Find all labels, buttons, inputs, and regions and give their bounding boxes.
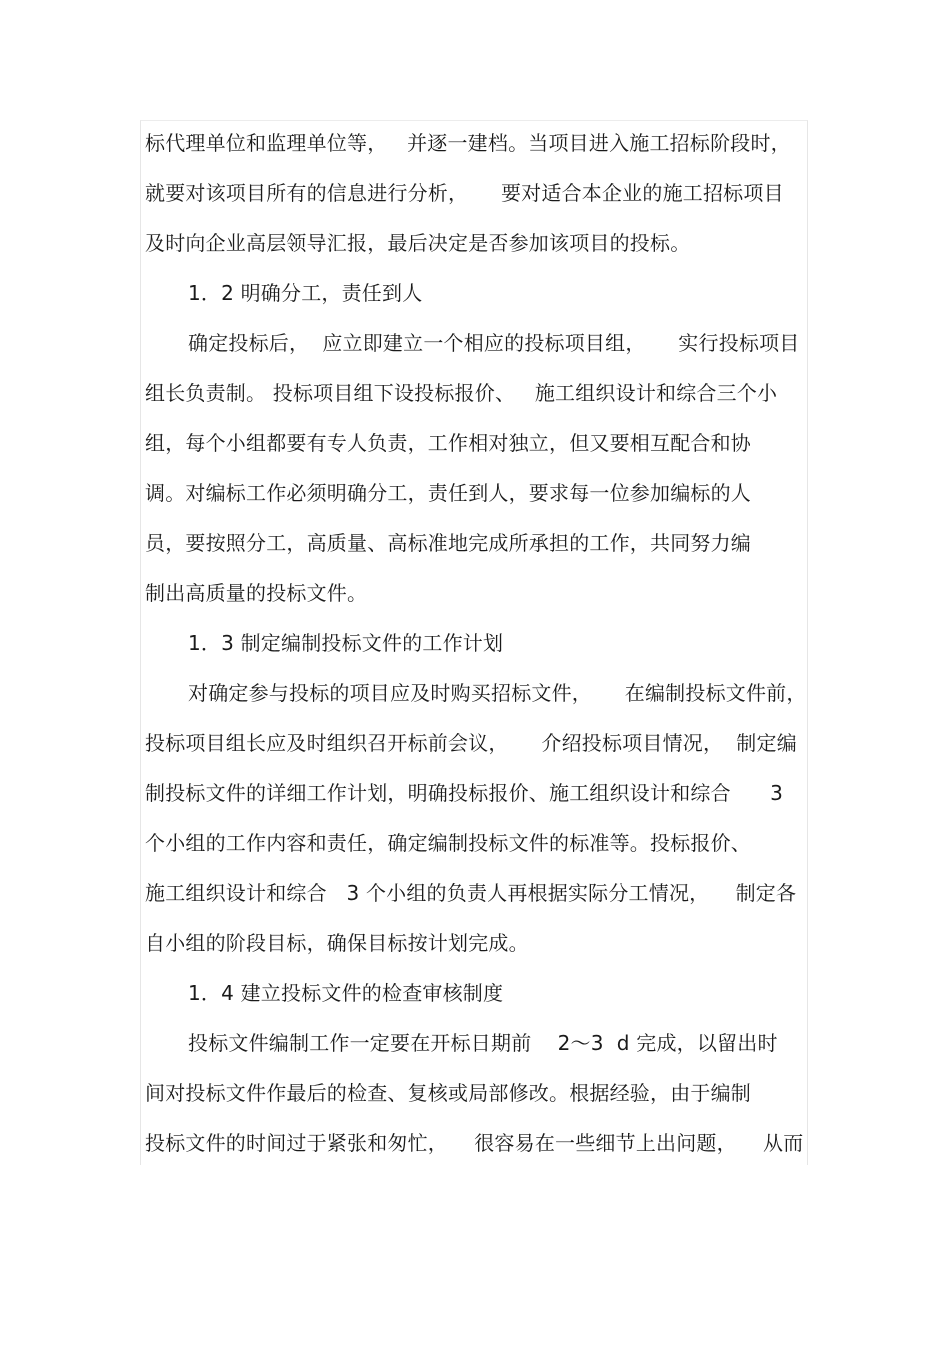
text-line: 标代理单位和监理单位等， 并逐一建档。当项目进入施工招标阶段时，: [145, 131, 791, 155]
section-heading: 1．2 明确分工，责任到人: [188, 281, 423, 305]
text-line: 投标项目组长应及时组织召开标前会议， 介绍投标项目情况， 制定编: [145, 731, 797, 755]
text-line: 投标文件编制工作一定要在开标日期前 2～3 d 完成，以留出时: [188, 1031, 778, 1055]
text-line: 对确定参与投标的项目应及时购买招标文件， 在编制投标文件前，: [188, 681, 807, 705]
text-line: 间对投标文件作最后的检查、复核或局部修改。根据经验，由于编制: [145, 1081, 751, 1105]
text-line: 及时向企业高层领导汇报，最后决定是否参加该项目的投标。: [145, 231, 691, 255]
text-line: 组，每个小组都要有专人负责，工作相对独立，但又要相互配合和协: [145, 431, 751, 455]
text-line: 制投标文件的详细工作计划，明确投标报价、施工组织设计和综合 3: [145, 781, 784, 805]
text-line: 员，要按照分工，高质量、高标准地完成所承担的工作，共同努力编: [145, 531, 751, 555]
text-line: 组长负责制。 投标项目组下设投标报价、 施工组织设计和综合三个小: [145, 381, 778, 405]
text-line: 就要对该项目所有的信息进行分析， 要对适合本企业的施工招标项目: [145, 181, 784, 205]
text-line: 确定投标后， 应立即建立一个相应的投标项目组， 实行投标项目: [188, 331, 800, 355]
section-heading: 1．4 建立投标文件的检查审核制度: [188, 981, 504, 1005]
section-heading: 1．3 制定编制投标文件的工作计划: [188, 631, 504, 655]
text-line: 施工组织设计和综合 3 个小组的负责人再根据实际分工情况， 制定各: [145, 881, 797, 905]
text-line: 调。对编标工作必须明确分工，责任到人，要求每一位参加编标的人: [145, 481, 751, 505]
text-line: 制出高质量的投标文件。: [145, 581, 368, 605]
text-line: 投标文件的时间过于紧张和匆忙， 很容易在一些细节上出问题， 从而: [145, 1131, 804, 1155]
text-line: 自小组的阶段目标，确保目标按计划完成。: [145, 931, 529, 955]
text-line: 个小组的工作内容和责任，确定编制投标文件的标准等。投标报价、: [145, 831, 751, 855]
